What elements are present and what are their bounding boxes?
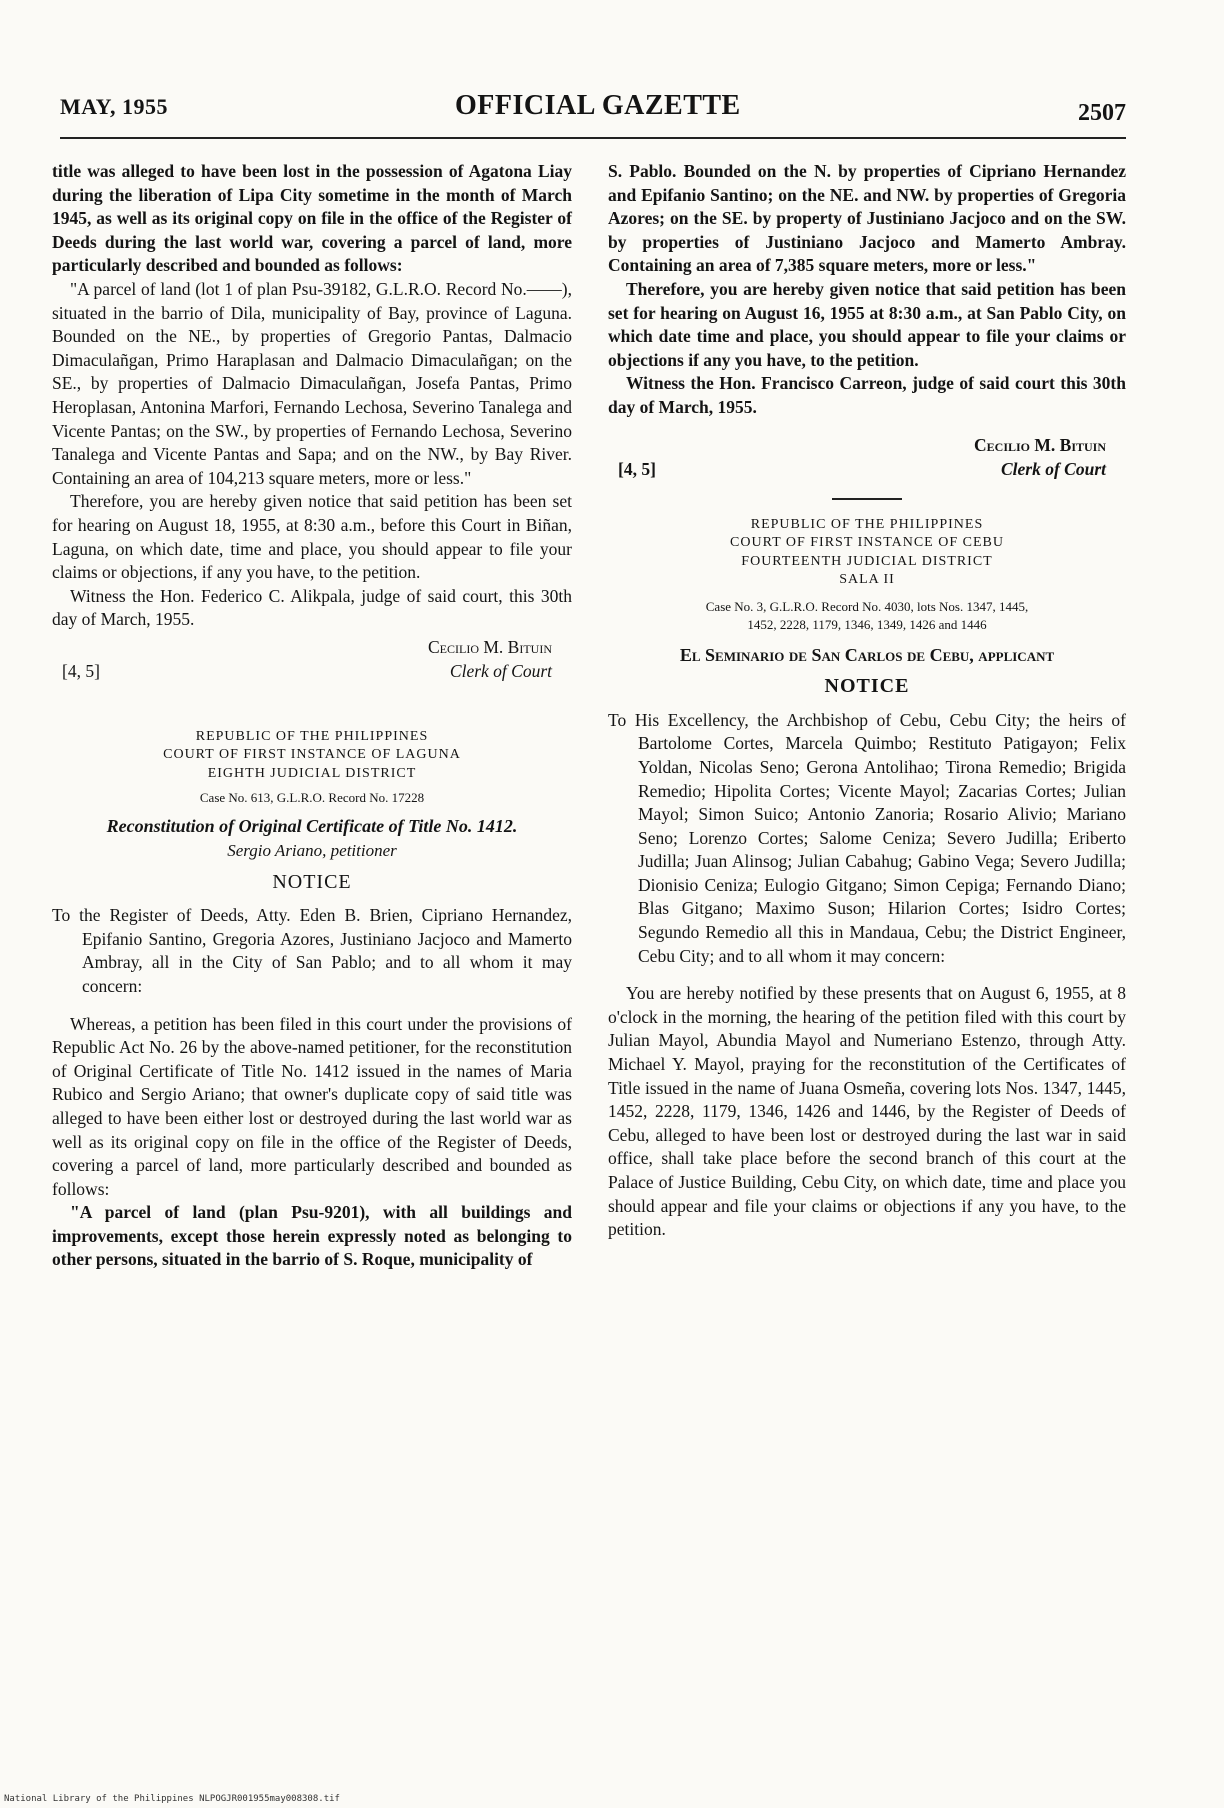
left-signature-name-row [52, 636, 572, 660]
left-case-line: Case No. 613, G.L.R.O. Record No. 17228 [199, 790, 425, 806]
left-witness: Witness the Hon. Federico C. Alikpala, judge of said court, this 30th day of March, 1955. [52, 585, 572, 630]
left-court-line-1: REPUBLIC OF THE PHILIPPINES [195, 728, 429, 744]
left-reconstitution-party: Sergio Ariano, petitioner [227, 840, 397, 860]
header-rule [60, 137, 1126, 139]
left-reference: [4, 5] [62, 660, 100, 681]
right-signature-title: Clerk of Court [1000, 458, 1106, 479]
left-reconstitution-title: Reconstitution of Original Certificate of Title No. 1412. [106, 816, 518, 837]
right-notification-paragraph: You are hereby notified by these presents that on August 6, 1955, at 8 o'clock in the morning, the hearing of the petition filed with this court by Julian Mayol, Abundia Mayol and Numeriano Estenzo, through Atty. Michael Y. Mayol, praying for the reconstitution of the Certificates of Title issued in the name of Juana Osmeña, covering lots Nos. 1347, 1445, 1452, 2228, 1179, 1346, 1426 and 1446, by the Register of Deeds of Cebu, alleged to have been lost or destroyed during the last war in said office, shall take place before the second branch of this court at the Palace of Justice Building, Cebu City, on which date, time and place you should appear and file your claims or objections if any you have, to the petition. [608, 983, 1126, 1240]
right-addressees: To His Excellency, the Archbishop of Cebu, Cebu City; the heirs of Bartolome Cortes, Marcela Quimbo; Restituto Patigayon; Felix Yoldan, Nicolas Seno; Gerona Antolihao; Tirona Remedio; Brigida Remedio; Hipolita Cortes; Vicente Mayol; Zacarias Cortes; Julian Mayol; Simon Suico; Antonio Zanoria; Rosario Alivio; Mariano Seno; Lorenzo Cortes; Salome Ceniza; Severo Judilla; Eriberto Judilla; Juan Alinsog; Julian Cabahug; Gabino Vega; Severo Judilla; Dionisio Ceniza; Eulogio Gitgano; Simon Cepiga; Fernando Diano; Blas Gitgano; Maximo Suson; Hilarion Cortes; Isidro Cortes; Segundo Remedio all this in Mandaua, Cebu; the District Engineer, Cebu City; and to all whom it may concern: [608, 709, 1126, 966]
right-applicant: El Seminario de San Carlos de Cebu, applicant [679, 644, 1055, 665]
section-divider [832, 498, 902, 500]
left-court-line-3: EIGHTH JUDICIAL DISTRICT [207, 765, 417, 781]
left-notice-heading: NOTICE [272, 870, 352, 893]
right-witness: Witness the Hon. Francisco Carreon, judge of said court this 30th day of March, 1955. [608, 373, 1126, 417]
right-hearing-notice: Therefore, you are hereby given notice that said petition has been set for hearing on August 16, 1955 at 8:30 a.m., at San Pablo City, on which date time and place, you should appear to file your claims or objections if any you have, to the petition. [608, 278, 1126, 370]
issue-date: MAY, 1955 [60, 94, 169, 119]
left-signature-name: Cecilio M. Bituin [427, 636, 552, 657]
left-addressees: To the Register of Deeds, Atty. Eden B. Brien, Cipriano Hernandez, Epifanio Santino, Gregoria Azores, Justiniano Jacjoco and Mamerto Ambray, all in the City of San Pablo; and to all whom it may concern: [52, 905, 572, 996]
right-reference: [4, 5] [618, 458, 656, 479]
archive-footer: National Library of the Philippines NLPOGJR001955may008308.tif [4, 1794, 340, 1804]
left-hearing-notice: Therefore, you are hereby given notice that said petition has been set for hearing on August 18, 1955, at 8:30 a.m., before this Court in Biñan, Laguna, on which date, time and place, you should appear to file your claims or objections, if any you have, to the petition. [52, 491, 572, 583]
page-number: 2507 [1078, 100, 1126, 126]
publication-title: OFFICIAL GAZETTE [455, 90, 741, 121]
right-court-line-2: COURT OF FIRST INSTANCE OF CEBU [730, 535, 1004, 551]
right-court-line-1: REPUBLIC OF THE PHILIPPINES [750, 516, 984, 532]
right-continued-paragraph: S. Pablo. Bounded on the N. by properties of Cipriano Hernandez and Epifanio Santino; on the NE. and NW. by properties of Gregoria Azores; on the SE. by property of Justiniano Jacjoco and on the SW. by properties of Justiniano Jacjoco and Mamerto Ambray. Containing an area of 7,385 square meters, more or less." [608, 161, 1126, 276]
right-signature-title-row [608, 458, 1126, 482]
right-case-line-1: Case No. 3, G.L.R.O. Record No. 4030, lots Nos. 1347, 1445, [705, 598, 1029, 614]
left-court-line-2: COURT OF FIRST INSTANCE OF LAGUNA [163, 747, 461, 763]
left-whereas-paragraph: Whereas, a petition has been filed in this court under the provisions of Republic Act No. 26 by the above-named petitioner, for the reconstitution of Original Certificate of Title No. 1412 issued in the names of Maria Rubico and Sergio Ariano; that owner's duplicate copy of said title was alleged to have been either lost or destroyed during the last world war as well as its original copy on file in the office of the Register of Deeds, covering a parcel of land, more particularly described and bounded as follows: [52, 1013, 572, 1199]
left-signature-title: Clerk of Court [449, 660, 552, 681]
right-case-line-2: 1452, 2228, 1179, 1346, 1349, 1426 and 1446 [747, 616, 987, 632]
right-court-line-4: SALA II [839, 572, 895, 588]
right-signature-name: Cecilio M. Bituin [974, 434, 1106, 455]
left-signature-title-row [52, 660, 572, 684]
left-continued-paragraph: title was alleged to have been lost in the possession of Agatona Liay during the liberation of Lipa City sometime in the month of March 1945, as well as its original copy on file in the office of the Register of Deeds during the last world war, covering a parcel of land, more particularly described and bounded as follows: [52, 161, 572, 276]
right-signature-name-row [608, 434, 1126, 458]
left-land-description: "A parcel of land (lot 1 of plan Psu-39182, G.L.R.O. Record No.——), situated in the barrio of Dila, municipality of Bay, province of Laguna. Bounded on the NE., by properties of Gregorio Pantas, Dalmacio Dimaculañgan, Primo Haraplasan and Dalmacio Dimaculañgan; on the SE., by properties of Dalmacio Dimaculañgan, Josefa Pantas, Primo Heroplasan, Antonina Marfori, Fernando Lechosa, Severino Tanalega and Vicente Pantas; on the SW., by properties of Fernando Lechosa, Severino Tanalega and Vicente Pantas and Sapa; and on the NW., by Bay River. Containing an area of 104,213 square meters, more or less." [52, 278, 572, 488]
page-header [60, 90, 1126, 136]
right-column [608, 160, 1126, 1242]
right-notice-heading: NOTICE [824, 675, 910, 698]
left-parcel-description: "A parcel of land (plan Psu-9201), with all buildings and improvements, except those herein expressly noted as belonging to other persons, situated in the barrio of S. Roque, municipality of [52, 1202, 572, 1270]
left-column [52, 160, 572, 1272]
right-court-line-3: FOURTEENTH JUDICIAL DISTRICT [741, 553, 993, 569]
